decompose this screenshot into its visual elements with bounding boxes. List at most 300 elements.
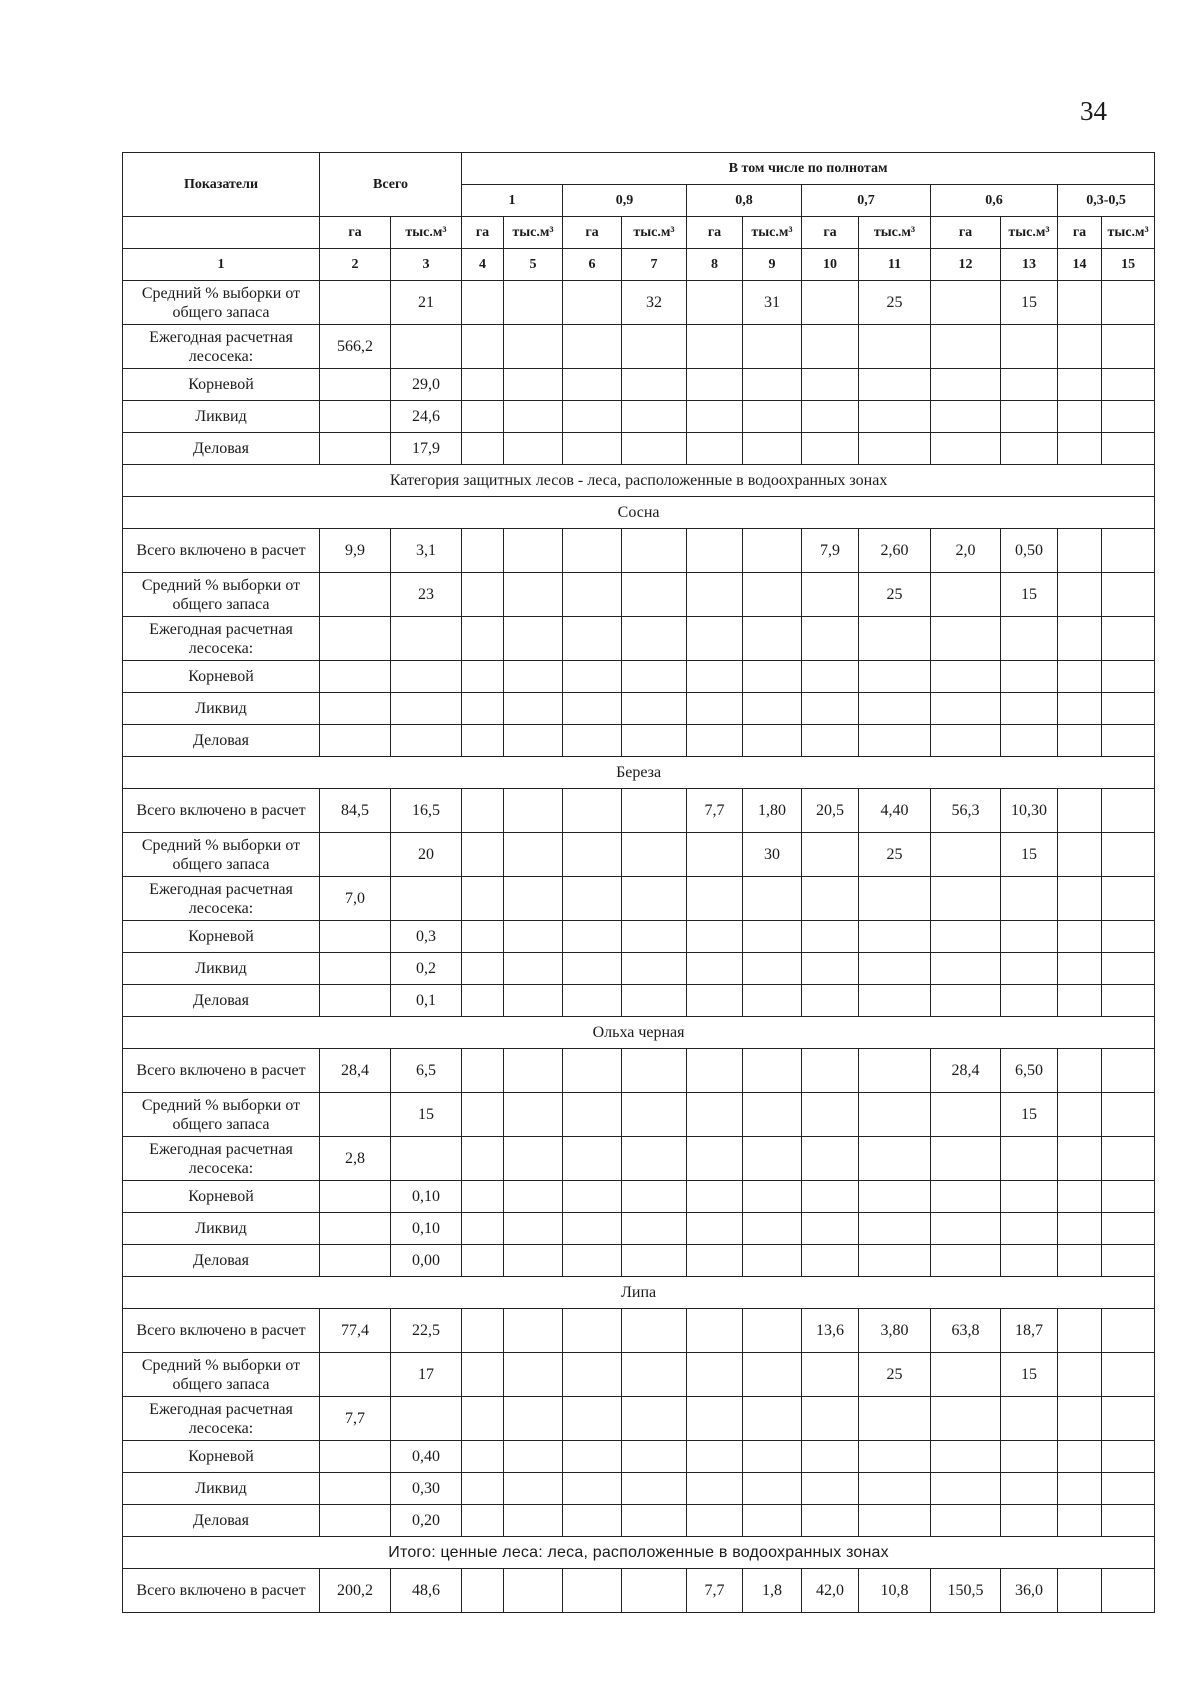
table-cell: 13,6: [802, 1309, 859, 1353]
table-cell: 20,5: [802, 789, 859, 833]
table-cell: [1001, 325, 1058, 369]
table-cell: [504, 1049, 563, 1093]
table-cell: [1058, 369, 1102, 401]
table-cell: [931, 325, 1001, 369]
table-cell: [1058, 281, 1102, 325]
table-row: [123, 1353, 1155, 1397]
row-label: Ежегодная расчетная лесосека:: [123, 325, 320, 369]
table-cell: [504, 369, 563, 401]
row-label: Деловая: [123, 725, 320, 757]
table-cell: [563, 433, 622, 465]
table-cell: [687, 921, 743, 953]
table-cell: [622, 1049, 687, 1093]
table-cell: [1058, 789, 1102, 833]
units-header-empty: [123, 217, 320, 249]
table-cell: [622, 693, 687, 725]
unit-header: га: [462, 217, 504, 249]
table-row: [123, 1505, 1155, 1537]
table-cell: [859, 661, 931, 693]
table-cell: [687, 1137, 743, 1181]
table-cell: [622, 325, 687, 369]
density-header: 1: [462, 185, 563, 217]
table-row: [123, 1093, 1155, 1137]
table-cell: [622, 1213, 687, 1245]
table-cell: 32: [622, 281, 687, 325]
table-cell: [802, 921, 859, 953]
table-cell: [743, 325, 802, 369]
table-cell: [504, 789, 563, 833]
table-cell: [1058, 1441, 1102, 1473]
table-cell: [1001, 1245, 1058, 1277]
table-cell: [1102, 1441, 1155, 1473]
table-row: [123, 1245, 1155, 1277]
table-cell: [504, 693, 563, 725]
section-row: [123, 1017, 1155, 1049]
table-cell: 24,6: [391, 401, 462, 433]
table-cell: [504, 953, 563, 985]
table-cell: 200,2: [320, 1569, 391, 1613]
table-cell: [931, 1441, 1001, 1473]
table-cell: [1001, 1505, 1058, 1537]
table-cell: 29,0: [391, 369, 462, 401]
table-cell: [743, 1137, 802, 1181]
row-label: Средний % выборки от общего запаса: [123, 281, 320, 325]
table-cell: [1058, 725, 1102, 757]
table-cell: 25: [859, 573, 931, 617]
table-cell: [1001, 1473, 1058, 1505]
table-cell: [563, 1505, 622, 1537]
table-cell: [391, 661, 462, 693]
table-cell: [391, 877, 462, 921]
table-cell: [687, 369, 743, 401]
table-cell: 16,5: [391, 789, 462, 833]
table-cell: 15: [1001, 281, 1058, 325]
row-label: Корневой: [123, 921, 320, 953]
table-cell: 7,7: [687, 1569, 743, 1613]
section-title: Береза: [123, 757, 1155, 789]
row-label: Средний % выборки от общего запаса: [123, 1353, 320, 1397]
table-cell: [563, 1397, 622, 1441]
table-cell: [622, 789, 687, 833]
table-cell: [391, 617, 462, 661]
table-cell: [462, 877, 504, 921]
table-cell: [563, 1137, 622, 1181]
row-label: Ликвид: [123, 693, 320, 725]
table-cell: [1102, 325, 1155, 369]
table-cell: 0,40: [391, 1441, 462, 1473]
table-cell: [687, 1353, 743, 1397]
unit-header: тыс.м³: [391, 217, 462, 249]
table-cell: [1102, 433, 1155, 465]
table-row: [123, 369, 1155, 401]
table-cell: 3,80: [859, 1309, 931, 1353]
table-cell: 23: [391, 573, 462, 617]
table-cell: [622, 725, 687, 757]
table-cell: 0,3: [391, 921, 462, 953]
table-cell: [743, 617, 802, 661]
table-cell: [687, 725, 743, 757]
column-number: 8: [687, 249, 743, 281]
table-cell: [320, 433, 391, 465]
section-title: Ольха черная: [123, 1017, 1155, 1049]
density-header: 0,8: [687, 185, 802, 217]
table-row: [123, 693, 1155, 725]
table-cell: [931, 693, 1001, 725]
table-cell: [1058, 325, 1102, 369]
table-cell: [1058, 985, 1102, 1017]
table-cell: 1,8: [743, 1569, 802, 1613]
table-cell: [622, 401, 687, 433]
section-title: Липа: [123, 1277, 1155, 1309]
table-cell: [802, 1181, 859, 1213]
table-cell: [320, 1353, 391, 1397]
table-cell: [802, 953, 859, 985]
table-row: [123, 921, 1155, 953]
table-cell: [1058, 693, 1102, 725]
table-cell: 150,5: [931, 1569, 1001, 1613]
table-cell: 63,8: [931, 1309, 1001, 1353]
table-cell: [504, 725, 563, 757]
table-row: [123, 833, 1155, 877]
table-cell: [462, 325, 504, 369]
column-number: 13: [1001, 249, 1058, 281]
table-cell: [320, 1505, 391, 1537]
column-number: 11: [859, 249, 931, 281]
table-cell: [743, 1353, 802, 1397]
table-cell: [1001, 433, 1058, 465]
table-cell: [859, 877, 931, 921]
table-cell: [743, 433, 802, 465]
table-cell: [1058, 1353, 1102, 1397]
table-cell: [462, 833, 504, 877]
table-cell: [622, 953, 687, 985]
table-cell: [563, 1049, 622, 1093]
table-cell: [743, 1473, 802, 1505]
table-cell: [563, 1473, 622, 1505]
row-label: Деловая: [123, 1245, 320, 1277]
table-body: [123, 281, 1155, 1613]
density-header: 0,6: [931, 185, 1058, 217]
table-cell: [802, 1093, 859, 1137]
table-cell: 10,30: [1001, 789, 1058, 833]
table-cell: [802, 1505, 859, 1537]
row-label: Ликвид: [123, 1213, 320, 1245]
table-row: [123, 1049, 1155, 1093]
table-cell: [1102, 1213, 1155, 1245]
table-cell: 4,40: [859, 789, 931, 833]
table-cell: [504, 433, 563, 465]
header-density-group: В том числе по полнотам: [462, 153, 1155, 185]
table-cell: [743, 1213, 802, 1245]
table-cell: [563, 693, 622, 725]
table-cell: 2,8: [320, 1137, 391, 1181]
table-cell: [563, 953, 622, 985]
table-cell: [1001, 1441, 1058, 1473]
table-cell: [1058, 921, 1102, 953]
table-cell: [1058, 1505, 1102, 1537]
table-cell: [743, 877, 802, 921]
row-label: Средний % выборки от общего запаса: [123, 833, 320, 877]
table-cell: [320, 985, 391, 1017]
table-cell: [462, 1569, 504, 1613]
table-cell: [1058, 1569, 1102, 1613]
table-cell: [687, 401, 743, 433]
table-cell: 566,2: [320, 325, 391, 369]
table-cell: [859, 325, 931, 369]
row-label: Всего включено в расчет: [123, 789, 320, 833]
table-cell: [931, 985, 1001, 1017]
table-cell: [504, 1353, 563, 1397]
table-cell: [687, 1397, 743, 1441]
table-cell: [931, 1137, 1001, 1181]
table-cell: [859, 985, 931, 1017]
table-cell: [622, 833, 687, 877]
table-cell: [802, 1353, 859, 1397]
table-cell: [1058, 1245, 1102, 1277]
table-cell: [743, 953, 802, 985]
row-label: Деловая: [123, 433, 320, 465]
table-cell: [1102, 1309, 1155, 1353]
row-label: Ежегодная расчетная лесосека:: [123, 1137, 320, 1181]
table-cell: [802, 1397, 859, 1441]
table-cell: [504, 1441, 563, 1473]
table-cell: [320, 401, 391, 433]
table-cell: [622, 529, 687, 573]
table-cell: [1001, 953, 1058, 985]
table-cell: [802, 693, 859, 725]
column-number-row: [123, 249, 1155, 281]
table-cell: [859, 1397, 931, 1441]
table-cell: 22,5: [391, 1309, 462, 1353]
table-cell: [859, 1137, 931, 1181]
table-cell: [622, 1181, 687, 1213]
unit-header: га: [563, 217, 622, 249]
row-label: Всего включено в расчет: [123, 1049, 320, 1093]
table-cell: [320, 921, 391, 953]
table-cell: [1102, 401, 1155, 433]
table-cell: [1102, 281, 1155, 325]
table-cell: [1058, 1093, 1102, 1137]
table-cell: [931, 921, 1001, 953]
table-cell: [743, 921, 802, 953]
table-cell: [743, 1093, 802, 1137]
table-cell: [504, 401, 563, 433]
table-cell: [391, 693, 462, 725]
table-cell: [859, 433, 931, 465]
table-cell: [802, 725, 859, 757]
row-label: Корневой: [123, 1181, 320, 1213]
table-row: [123, 325, 1155, 369]
table-cell: 3,1: [391, 529, 462, 573]
density-header: 0,9: [563, 185, 687, 217]
table-cell: [504, 529, 563, 573]
table-cell: [1058, 1049, 1102, 1093]
table-cell: [622, 1441, 687, 1473]
table-cell: [504, 1093, 563, 1137]
table-cell: [320, 1245, 391, 1277]
table-cell: [563, 877, 622, 921]
table-cell: [687, 529, 743, 573]
row-label: Ежегодная расчетная лесосека:: [123, 617, 320, 661]
table-cell: [931, 617, 1001, 661]
table-cell: [504, 1245, 563, 1277]
table-cell: [1001, 1397, 1058, 1441]
table-cell: [743, 1309, 802, 1353]
table-row: [123, 401, 1155, 433]
table-cell: [687, 985, 743, 1017]
row-label: Деловая: [123, 1505, 320, 1537]
table-cell: [802, 833, 859, 877]
table-cell: [859, 921, 931, 953]
table-cell: [743, 1049, 802, 1093]
table-cell: [802, 985, 859, 1017]
table-row: [123, 617, 1155, 661]
unit-header: тыс.м³: [743, 217, 802, 249]
table-cell: [802, 1473, 859, 1505]
table-cell: [743, 529, 802, 573]
table-cell: 7,7: [687, 789, 743, 833]
table-cell: [622, 921, 687, 953]
table-cell: [1102, 877, 1155, 921]
column-number: 2: [320, 249, 391, 281]
table-cell: [622, 1353, 687, 1397]
table-row: [123, 1569, 1155, 1613]
header-total: Всего: [320, 153, 462, 217]
table-cell: [802, 401, 859, 433]
table-cell: [1102, 1473, 1155, 1505]
column-number: 12: [931, 249, 1001, 281]
table-cell: [931, 1181, 1001, 1213]
table-cell: [931, 401, 1001, 433]
table-cell: [802, 1213, 859, 1245]
table-cell: [563, 833, 622, 877]
table-cell: 6,50: [1001, 1049, 1058, 1093]
table-cell: [802, 281, 859, 325]
table-cell: 77,4: [320, 1309, 391, 1353]
table-cell: [743, 1397, 802, 1441]
table-cell: [687, 693, 743, 725]
table-cell: [391, 325, 462, 369]
table-cell: 0,20: [391, 1505, 462, 1537]
table-cell: [802, 325, 859, 369]
table-row: [123, 789, 1155, 833]
table-cell: [563, 1353, 622, 1397]
table-cell: [622, 617, 687, 661]
table-cell: [1058, 401, 1102, 433]
table-row: [123, 1213, 1155, 1245]
column-number: 1: [123, 249, 320, 281]
table-cell: [563, 661, 622, 693]
table-cell: 1,80: [743, 789, 802, 833]
table-cell: [320, 617, 391, 661]
table-cell: 0,00: [391, 1245, 462, 1277]
section-row: [123, 497, 1155, 529]
table-cell: [563, 573, 622, 617]
table-cell: [504, 661, 563, 693]
table-cell: [462, 1093, 504, 1137]
table-cell: [687, 1181, 743, 1213]
column-number: 14: [1058, 249, 1102, 281]
table-cell: [563, 789, 622, 833]
section-row: [123, 1537, 1155, 1569]
table-cell: [320, 833, 391, 877]
table-cell: [1102, 725, 1155, 757]
table-cell: [931, 953, 1001, 985]
table-cell: 0,1: [391, 985, 462, 1017]
table-cell: 36,0: [1001, 1569, 1058, 1613]
section-title: Категория защитных лесов - леса, расположенные в водоохранных зонах: [123, 465, 1155, 497]
table-cell: 15: [1001, 573, 1058, 617]
table-cell: [563, 617, 622, 661]
table-cell: 42,0: [802, 1569, 859, 1613]
unit-header: тыс.м³: [622, 217, 687, 249]
table-cell: [1102, 661, 1155, 693]
table-cell: [743, 1505, 802, 1537]
table-cell: [687, 1245, 743, 1277]
table-cell: 7,0: [320, 877, 391, 921]
table-cell: [802, 369, 859, 401]
table-row: [123, 1397, 1155, 1441]
table-row: [123, 281, 1155, 325]
table-cell: [622, 985, 687, 1017]
table-cell: [931, 1093, 1001, 1137]
table-cell: [802, 1049, 859, 1093]
table-cell: [622, 369, 687, 401]
table-cell: [1102, 369, 1155, 401]
density-header: 0,3-0,5: [1058, 185, 1155, 217]
units-header-row: [123, 217, 1155, 249]
table-cell: [687, 1473, 743, 1505]
table-cell: [1058, 1137, 1102, 1181]
table-cell: [320, 661, 391, 693]
table-row: [123, 573, 1155, 617]
table-cell: [320, 953, 391, 985]
table-cell: [687, 325, 743, 369]
table-cell: [622, 433, 687, 465]
table-cell: [1102, 833, 1155, 877]
table-cell: 48,6: [391, 1569, 462, 1613]
table-row: [123, 1181, 1155, 1213]
table-cell: 0,10: [391, 1213, 462, 1245]
table-cell: [687, 617, 743, 661]
table-cell: [504, 1137, 563, 1181]
table-cell: [320, 1473, 391, 1505]
table-cell: [743, 1441, 802, 1473]
row-label: Ликвид: [123, 401, 320, 433]
table-cell: [1102, 617, 1155, 661]
table-cell: [462, 1213, 504, 1245]
table-cell: [462, 1505, 504, 1537]
table-cell: [1058, 1397, 1102, 1441]
table-cell: [1001, 877, 1058, 921]
column-number: 6: [563, 249, 622, 281]
column-number: 15: [1102, 249, 1155, 281]
table-cell: [743, 1245, 802, 1277]
table-cell: [462, 661, 504, 693]
table-cell: [563, 1441, 622, 1473]
table-cell: [1102, 1093, 1155, 1137]
table-row: [123, 725, 1155, 757]
table-cell: 15: [1001, 1353, 1058, 1397]
table-cell: 0,30: [391, 1473, 462, 1505]
table-cell: [859, 1505, 931, 1537]
table-cell: [1058, 529, 1102, 573]
table-cell: [859, 953, 931, 985]
table-cell: [1001, 1137, 1058, 1181]
table-cell: 20: [391, 833, 462, 877]
table-cell: [1058, 617, 1102, 661]
unit-header: га: [802, 217, 859, 249]
